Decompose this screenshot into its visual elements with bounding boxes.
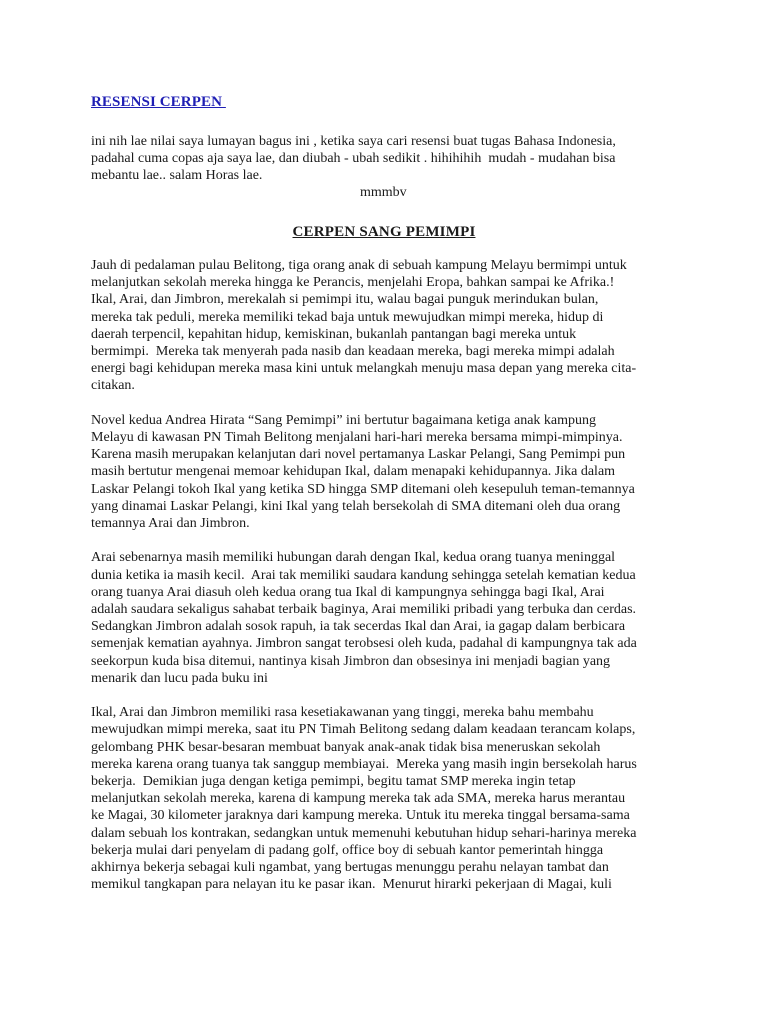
text-line: yang dinamai Laskar Pelangi, kini Ikal yang telah bersekolah di SMA ditemani oleh dua orang xyxy=(91,498,621,514)
text-line: bekerja mulai dari penyelam di padang golf, office boy di sebuah kantor pemerintah hingga xyxy=(91,842,604,858)
text-line: adalah saudara sekaligus sahabat terbaik baginya, Arai memiliki pribadi yang terbuka dan cerdas. xyxy=(91,602,637,618)
text-line: Karena masih merupakan kelanjutan dari novel pertamanya Laskar Pelangi, Sang Pemimpi pun xyxy=(91,447,626,463)
intro-line: padahal cuma copas aja saya lae, dan diubah - ubah sedikit . hihihihih mudah - mudahan bisa xyxy=(91,151,616,166)
text-line: dunia ketika ia masih kecil. Arai tak memiliki saudara kandung sehingga setelah kematian kedua xyxy=(91,567,636,583)
text-line: orang tuanya Arai diasuh oleh kedua orang tua Ikal di kampungnya sehingga bagi Ikal, Arai xyxy=(91,584,605,600)
text-line: temannya Arai dan Jimbron. xyxy=(91,516,250,532)
text-line: citakan. xyxy=(91,378,135,394)
text-line: Ikal, Arai, dan Jimbron, merekalah si pemimpi itu, walau bagai punguk merindukan bulan, xyxy=(91,292,599,308)
text-line: Arai sebenarnya masih memiliki hubungan darah dengan Ikal, kedua orang tuanya meninggal xyxy=(91,550,616,566)
text-line: mereka tak peduli, mereka memiliki tekad baja untuk mewujudkan mimpi mereka, hidup di xyxy=(91,309,604,325)
text-line: menarik dan lucu pada buku ini xyxy=(91,670,268,686)
text-line: akhirnya bekerja sebagai kuli ngambat, yang bertugas menunggu perahu nelayan tambat dan xyxy=(91,860,609,876)
story-paragraph-4 xyxy=(91,704,691,893)
story-paragraph-1 xyxy=(91,257,691,395)
text-line: seekorpun kuda bisa ditemui, nantinya kisah Jimbron dan obsesinya ini menjadi bagian yang xyxy=(91,653,611,669)
text-line: melanjutkan sekolah mereka hingga ke Perancis, menjelahi Eropa, bahkan sampai ke Afrika.! xyxy=(91,275,615,291)
story-paragraph-3 xyxy=(91,549,691,687)
signature-text: mmmbv xyxy=(360,185,407,200)
text-line: bekerja. Demikian juga dengan ketiga pemimpi, begitu tamat SMP mereka ingin tetap xyxy=(91,774,576,790)
story-title: CERPEN SANG PEMIMPI xyxy=(292,224,476,240)
text-line: daerah terpencil, kepahitan hidup, kemiskinan, bukanlah pantangan bagi mereka untuk xyxy=(91,326,577,342)
text-line: ke Magai, 30 kilometer jaraknya dari kampung mereka. Untuk itu mereka tinggal bersama-sama xyxy=(91,808,630,824)
text-line: semenjak kematian ayahnya. Jimbron sangat terobsesi oleh kuda, padahal di kampungnya tak ada xyxy=(91,636,637,652)
text-line: Novel kedua Andrea Hirata “Sang Pemimpi” ini bertutur bagaimana ketiga anak kampung xyxy=(91,412,597,428)
resensi-cerpen-link[interactable]: RESENSI CERPEN xyxy=(91,94,226,110)
intro-line: mebantu lae.. salam Horas lae. xyxy=(91,168,263,183)
text-line: melanjutkan sekolah mereka, karena di kampung mereka tak ada SMA, mereka harus merantau xyxy=(91,791,626,807)
story-body xyxy=(91,257,691,911)
text-line: bermimpi. Mereka tak menyerah pada nasib dan keadaan mereka, bagi mereka mimpi adalah xyxy=(91,344,615,360)
text-line: Ikal, Arai dan Jimbron memiliki rasa kesetiakawanan yang tinggi, mereka bahu membahu xyxy=(91,705,594,721)
text-line: mewujudkan mimpi mereka, saat itu PN Timah Belitong sedang dalam keadaan terancam kolaps, xyxy=(91,722,636,738)
story-paragraph-2 xyxy=(91,412,691,532)
text-line: dalam sebuah los kontrakan, sedangkan untuk memenuhi kebutuhan hidup sehari-harinya mereka xyxy=(91,825,637,841)
text-line: energi bagi kehidupan mereka masa kini untuk melangkah menuju masa depan yang mereka cita- xyxy=(91,361,637,377)
intro-line: ini nih lae nilai saya lumayan bagus ini , ketika saya cari resensi buat tugas Bahasa Indonesia, xyxy=(91,134,616,149)
text-line: Jauh di pedalaman pulau Belitong, tiga orang anak di sebuah kampung Melayu bermimpi untuk xyxy=(91,258,627,273)
text-line: memikul tangkapan para nelayan itu ke pasar ikan. Menurut hirarki pekerjaan di Magai, kuli xyxy=(91,877,612,893)
intro-note xyxy=(91,133,691,184)
text-line: Sedangkan Jimbron adalah sosok rapuh, ia tak secerdas Ikal dan Arai, ia gagap dalam berbicara xyxy=(91,619,626,635)
text-line: mereka karena orang tuanya tak sanggup membiayai. Mereka yang masih ingin bersekolah harus xyxy=(91,756,637,772)
text-line: Laskar Pelangi tokoh Ikal yang ketika SD hingga SMP ditemani oleh kesepuluh teman-temannya xyxy=(91,481,635,497)
text-line: gelombang PHK besar-besaran membuat banyak anak-anak tidak bisa meneruskan sekolah xyxy=(91,739,601,755)
text-line: masih bertutur mengenai memoar kehidupan Ikal, dalam menapaki kehidupannya. Jika dalam xyxy=(91,464,616,480)
text-line: Melayu di kawasan PN Timah Belitong menjalani hari-hari mereka bersama mimpi-mimpinya. xyxy=(91,430,623,446)
